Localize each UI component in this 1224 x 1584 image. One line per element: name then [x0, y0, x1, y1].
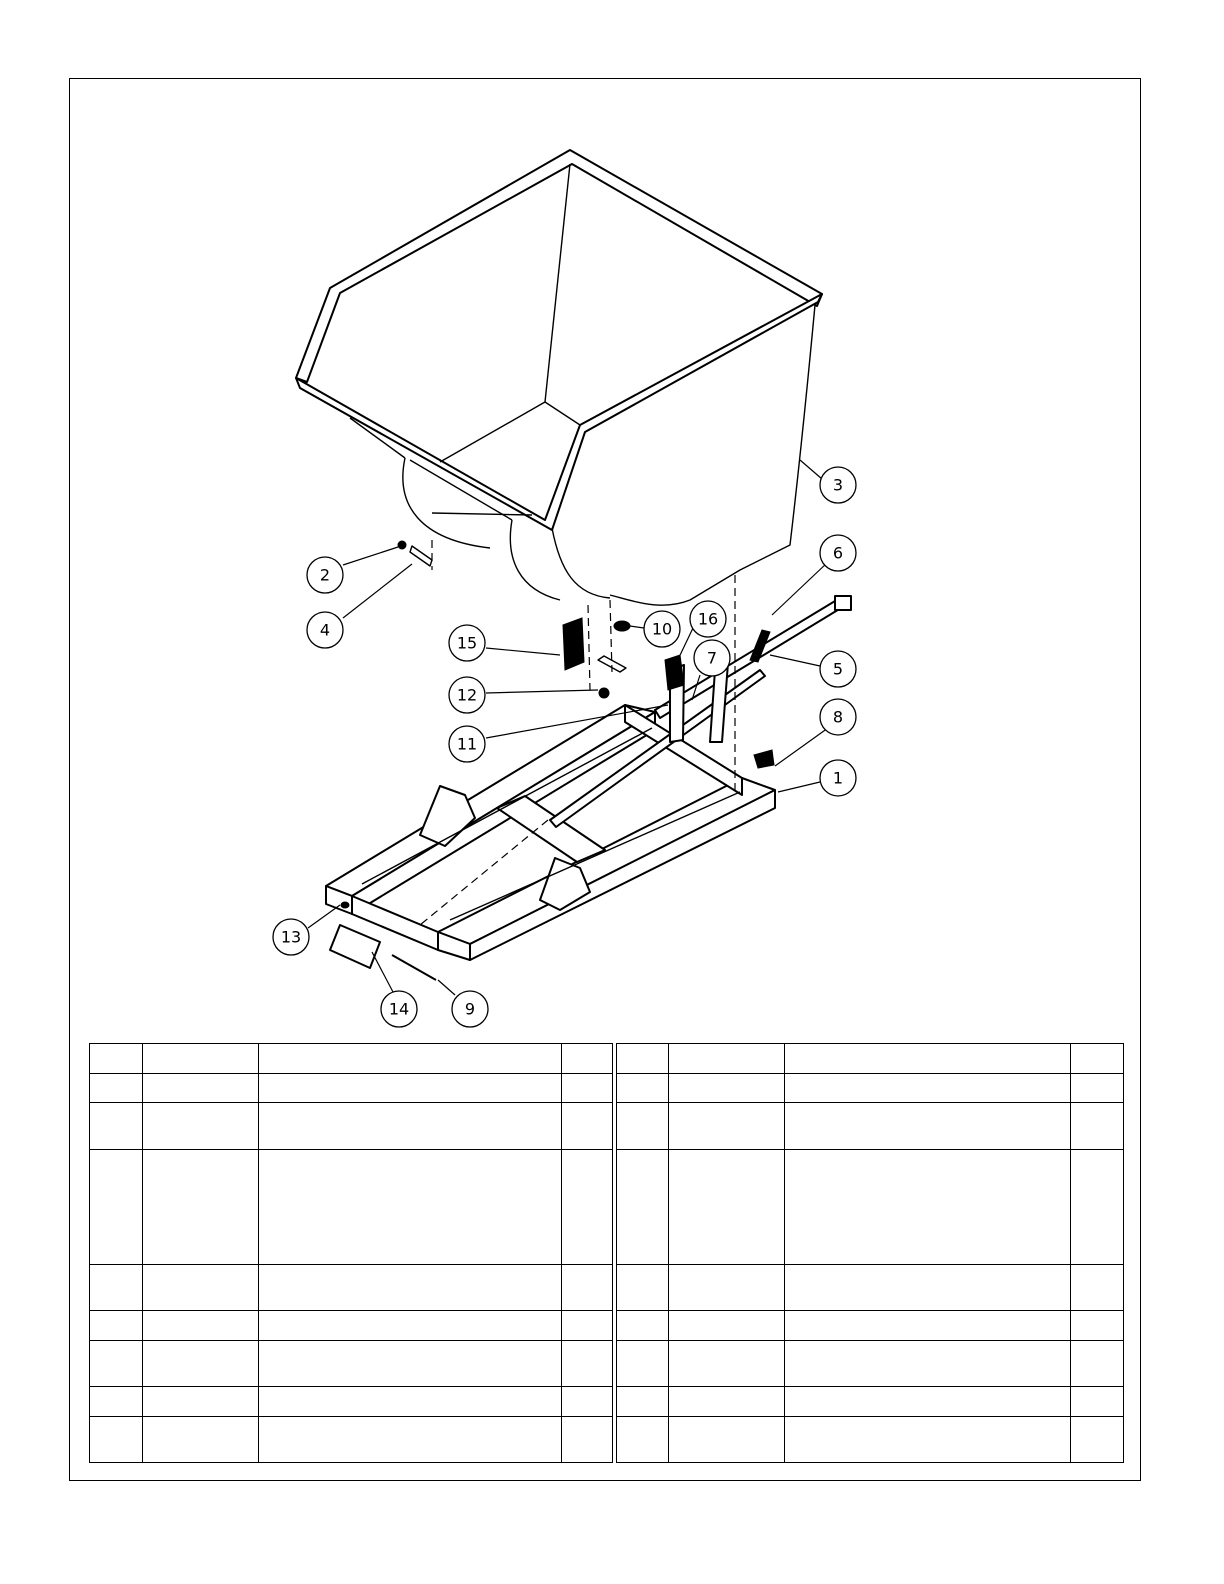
table-row [617, 1074, 1124, 1103]
svg-text:13: 13 [280, 927, 302, 947]
svg-text:8: 8 [832, 707, 844, 727]
table-row [617, 1387, 1124, 1417]
table-row [90, 1074, 613, 1103]
table-row [90, 1044, 613, 1074]
table-row [617, 1417, 1124, 1463]
bom-table-right [616, 1043, 1124, 1463]
svg-text:10: 10 [651, 619, 673, 639]
svg-text:11: 11 [456, 734, 478, 754]
balloon-16 [690, 601, 726, 637]
svg-text:1: 1 [832, 768, 844, 788]
svg-text:16: 16 [697, 609, 719, 629]
balloon-13 [273, 919, 309, 955]
balloon-6 [820, 535, 856, 571]
balloon-11 [449, 726, 485, 762]
balloon-4 [307, 612, 343, 648]
table-row [617, 1265, 1124, 1311]
table-row [90, 1150, 613, 1265]
balloon-9 [452, 991, 488, 1027]
balloon-7 [694, 640, 730, 676]
table-row [617, 1103, 1124, 1150]
svg-text:5: 5 [832, 659, 844, 679]
bom-table-left [89, 1043, 613, 1463]
balloon-8 [820, 699, 856, 735]
table-row [617, 1311, 1124, 1341]
svg-text:15: 15 [456, 633, 478, 653]
svg-text:4: 4 [319, 620, 331, 640]
balloon-15 [449, 625, 485, 661]
balloon-3 [820, 467, 856, 503]
table-row [90, 1341, 613, 1387]
svg-text:9: 9 [464, 999, 476, 1019]
table-row [617, 1044, 1124, 1074]
svg-text:3: 3 [832, 475, 844, 495]
table-row [90, 1103, 613, 1150]
base-frame [326, 705, 775, 960]
table-row [90, 1265, 613, 1311]
svg-text:12: 12 [456, 685, 478, 705]
table-row [90, 1387, 613, 1417]
balloon-2 [307, 557, 343, 593]
balloon-10 [644, 611, 680, 647]
hopper-body [296, 150, 822, 605]
svg-text:14: 14 [388, 999, 410, 1019]
table-row [617, 1341, 1124, 1387]
balloon-1 [820, 760, 856, 796]
table-row [90, 1311, 613, 1341]
balloon-14 [381, 991, 417, 1027]
table-row [617, 1150, 1124, 1265]
table-row [90, 1417, 613, 1463]
balloon-5 [820, 651, 856, 687]
svg-text:2: 2 [319, 565, 331, 585]
svg-text:7: 7 [706, 648, 718, 668]
svg-text:6: 6 [832, 543, 844, 563]
balloon-12 [449, 677, 485, 713]
